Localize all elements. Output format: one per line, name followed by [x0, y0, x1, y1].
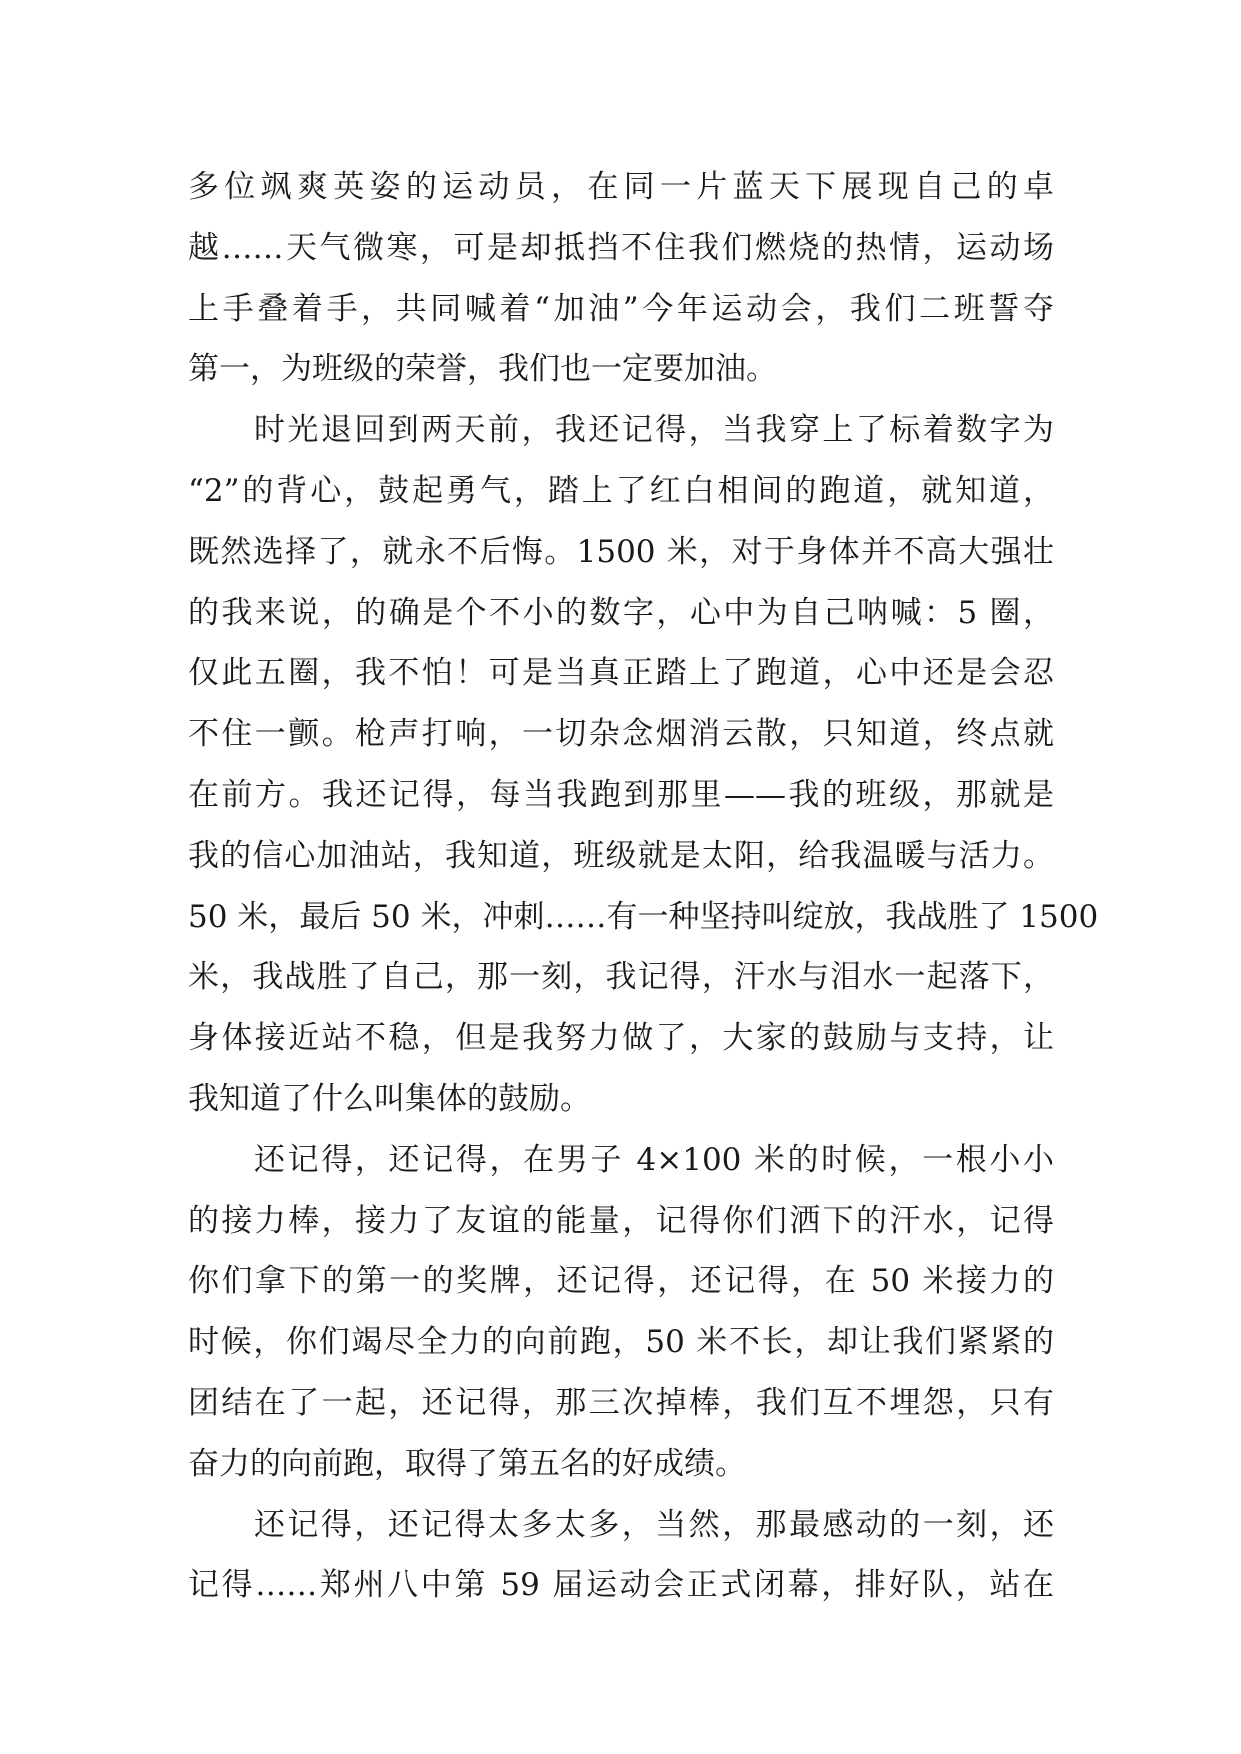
text-line: 在前方。我还记得，每当我跑到那里——我的班级，那就是 — [188, 776, 1054, 813]
text-line: 米，我战胜了自己，那一刻，我记得，汗水与泪水一起落下， — [188, 959, 1054, 996]
text-line: 第一，为班级的荣誉，我们也一定要加油。 — [188, 351, 777, 388]
text-line: 你们拿下的第一的奖牌，还记得，还记得，在 50 米接力的 — [188, 1263, 1054, 1300]
text-line: 的我来说，的确是个不小的数字，心中为自己呐喊：5 圈， — [188, 594, 1054, 631]
text-line: 的接力棒，接力了友谊的能量，记得你们洒下的汗水，记得 — [188, 1202, 1054, 1239]
text-line: 上手叠着手，共同喊着“加油”今年运动会，我们二班誓夺 — [188, 290, 1054, 327]
text-line: 50 米，最后 50 米，冲刺……有一种坚持叫绽放，我战胜了 1500 — [188, 898, 1099, 935]
text-line: 越……天气微寒，可是却抵挡不住我们燃烧的热情，运动场 — [188, 229, 1054, 266]
paragraph — [188, 400, 1099, 1130]
text-line: 多位飒爽英姿的运动员，在同一片蓝天下展现自己的卓 — [188, 169, 1054, 205]
paragraph — [188, 1130, 1054, 1495]
text-line: “2”的背心，鼓起勇气，踏上了红白相间的跑道，就知道， — [188, 472, 1054, 509]
text-line: 不住一颤。枪声打响，一切杂念烟消云散，只知道，终点就 — [188, 716, 1054, 753]
text-line: 时候，你们竭尽全力的向前跑，50 米不长，却让我们紧紧的 — [188, 1324, 1054, 1361]
text-line: 团结在了一起，还记得，那三次掉棒，我们互不埋怨，只有 — [188, 1384, 1054, 1421]
text-line: 我知道了什么叫集体的鼓励。 — [188, 1080, 591, 1117]
text-line: 身体接近站不稳，但是我努力做了，大家的鼓励与支持，让 — [188, 1020, 1054, 1057]
text-line: 奋力的向前跑，取得了第五名的好成绩。 — [188, 1445, 746, 1482]
text-line: 还记得，还记得，在男子 4×100 米的时候，一根小小 — [254, 1141, 1054, 1178]
text-line: 记得……郑州八中第 59 届运动会正式闭幕，排好队，站在 — [188, 1567, 1054, 1604]
text-line: 仅此五圈，我不怕！可是当真正踏上了跑道，心中还是会忍 — [188, 655, 1054, 692]
text-line: 时光退回到两天前，我还记得，当我穿上了标着数字为 — [254, 412, 1054, 449]
body-text — [188, 157, 1099, 1616]
text-line: 还记得，还记得太多太多，当然，那最感动的一刻，还 — [254, 1506, 1054, 1543]
paragraph — [188, 1495, 1054, 1617]
paragraph — [188, 157, 1054, 400]
text-line: 我的信心加油站，我知道，班级就是太阳，给我温暖与活力。 — [188, 837, 1054, 874]
text-line: 既然选择了，就永不后悔。1500 米，对于身体并不高大强壮 — [188, 533, 1054, 570]
